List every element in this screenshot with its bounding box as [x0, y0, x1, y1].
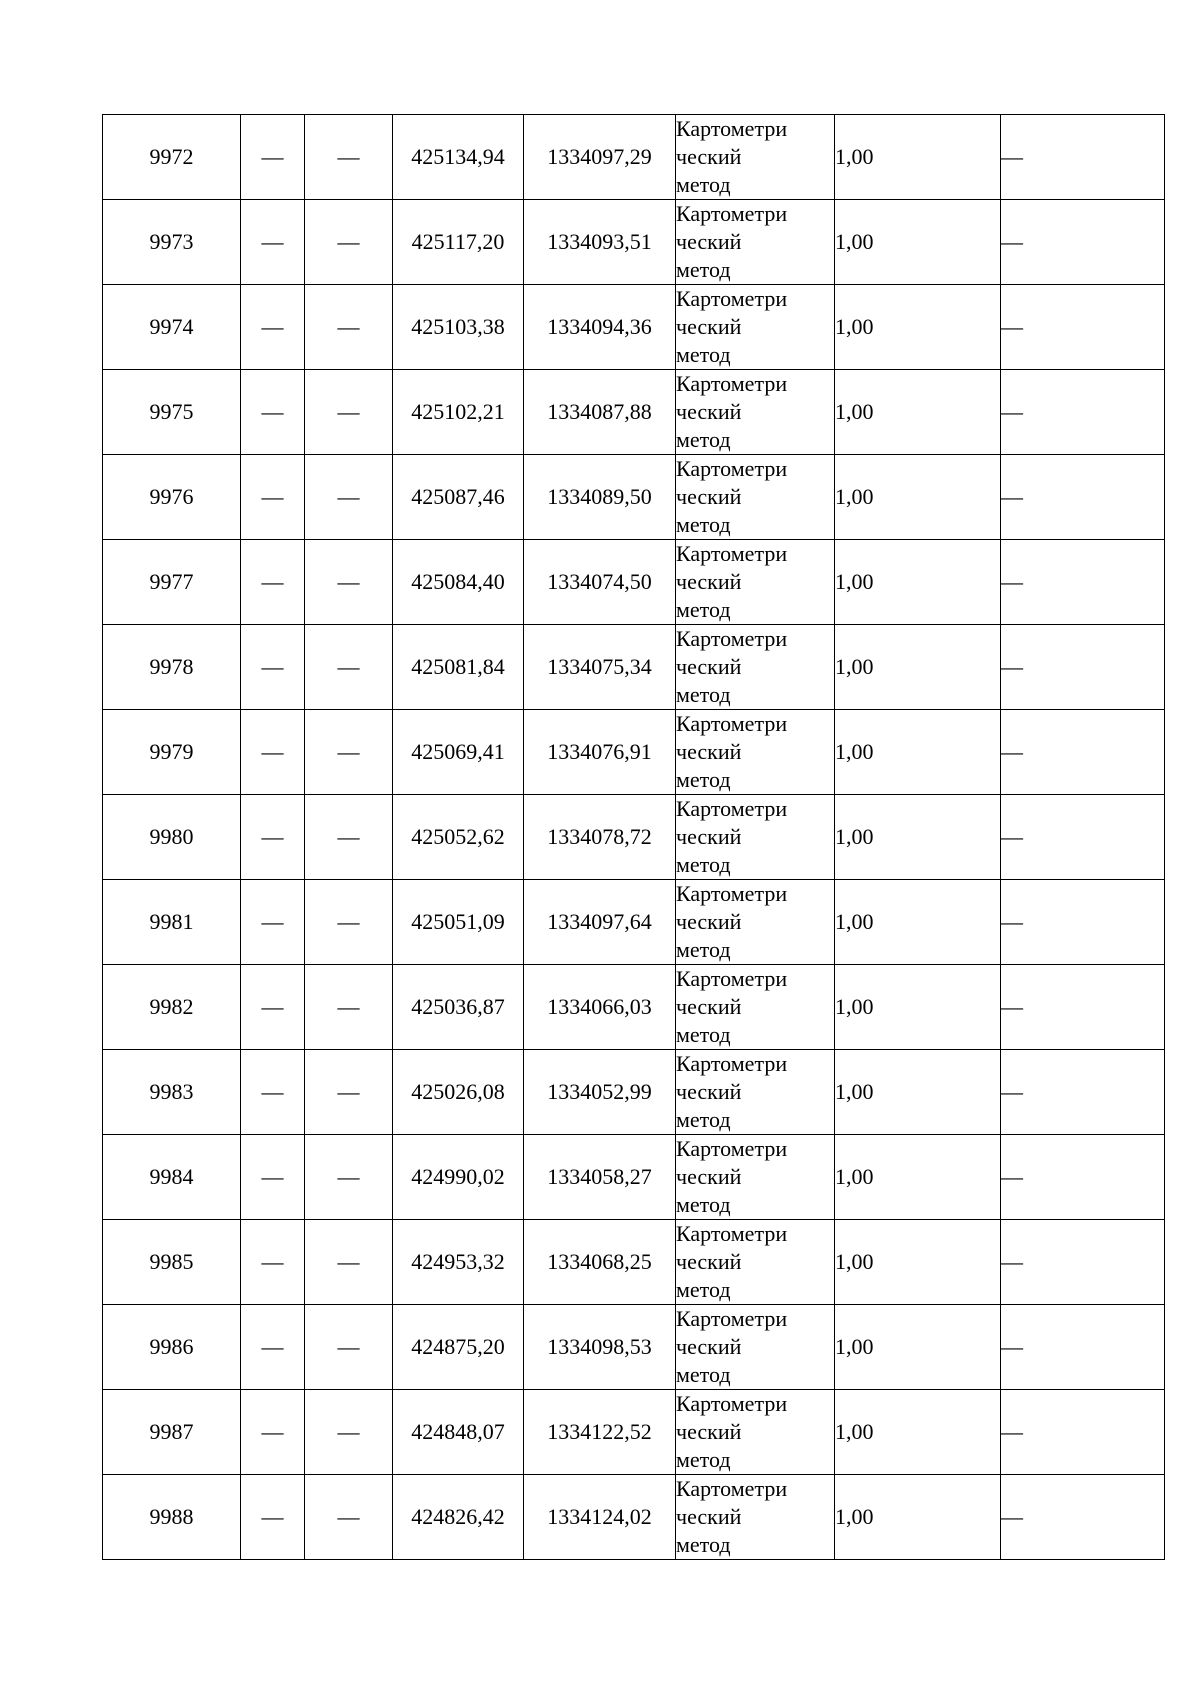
table-row — [103, 200, 1165, 285]
table-row — [103, 285, 1165, 370]
point-number-cell: 9986 — [103, 1305, 241, 1390]
table-row — [103, 710, 1165, 795]
empty-cell: — — [241, 285, 305, 370]
precision-cell: 1,00 — [835, 285, 1001, 370]
precision-cell: 1,00 — [835, 625, 1001, 710]
method-cell — [676, 965, 835, 1050]
method-cell — [676, 1050, 835, 1135]
x-coordinate-cell: 424848,07 — [393, 1390, 524, 1475]
empty-cell: — — [305, 1135, 393, 1220]
point-number-cell: 9980 — [103, 795, 241, 880]
method-cell — [676, 285, 835, 370]
point-number-cell: 9984 — [103, 1135, 241, 1220]
y-coordinate-cell: 1334075,34 — [524, 625, 676, 710]
x-coordinate-cell: 425069,41 — [393, 710, 524, 795]
method-text-line: ческий — [676, 399, 742, 424]
method-text-line: метод — [676, 852, 731, 877]
empty-cell: — — [305, 285, 393, 370]
y-coordinate-cell: 1334087,88 — [524, 370, 676, 455]
empty-cell: — — [241, 455, 305, 540]
x-coordinate-cell: 425103,38 — [393, 285, 524, 370]
point-number-cell: 9975 — [103, 370, 241, 455]
y-coordinate-cell: 1334074,50 — [524, 540, 676, 625]
description-cell: — — [1001, 880, 1165, 965]
method-cell — [676, 880, 835, 965]
empty-cell: — — [305, 710, 393, 795]
point-number-cell: 9988 — [103, 1475, 241, 1560]
y-coordinate-cell: 1334076,91 — [524, 710, 676, 795]
x-coordinate-cell: 425117,20 — [393, 200, 524, 285]
method-text-line: метод — [676, 1107, 731, 1132]
method-text-line: Картометри — [676, 1391, 788, 1416]
y-coordinate-cell: 1334097,64 — [524, 880, 676, 965]
point-number-cell: 9978 — [103, 625, 241, 710]
table-row — [103, 540, 1165, 625]
method-text-line: Картометри — [676, 286, 788, 311]
method-text-line: Картометри — [676, 371, 788, 396]
method-cell — [676, 795, 835, 880]
precision-cell: 1,00 — [835, 1220, 1001, 1305]
empty-cell: — — [241, 1390, 305, 1475]
method-text-line: Картометри — [676, 966, 788, 991]
method-text-line: ческий — [676, 1419, 742, 1444]
description-cell: — — [1001, 285, 1165, 370]
method-text-line: метод — [676, 1022, 731, 1047]
y-coordinate-cell: 1334078,72 — [524, 795, 676, 880]
y-coordinate-cell: 1334068,25 — [524, 1220, 676, 1305]
method-cell — [676, 115, 835, 200]
precision-cell: 1,00 — [835, 880, 1001, 965]
point-number-cell: 9983 — [103, 1050, 241, 1135]
precision-cell: 1,00 — [835, 540, 1001, 625]
empty-cell: — — [241, 1050, 305, 1135]
method-text-line: метод — [676, 172, 731, 197]
method-text-line: ческий — [676, 1504, 742, 1529]
description-cell: — — [1001, 710, 1165, 795]
empty-cell: — — [241, 1305, 305, 1390]
method-text-line: ческий — [676, 1249, 742, 1274]
table-row — [103, 965, 1165, 1050]
method-text-line: метод — [676, 427, 731, 452]
empty-cell: — — [241, 880, 305, 965]
x-coordinate-cell: 425134,94 — [393, 115, 524, 200]
description-cell: — — [1001, 370, 1165, 455]
y-coordinate-cell: 1334058,27 — [524, 1135, 676, 1220]
method-text-line: ческий — [676, 909, 742, 934]
precision-cell: 1,00 — [835, 1475, 1001, 1560]
precision-cell: 1,00 — [835, 1390, 1001, 1475]
method-text-line: ческий — [676, 314, 742, 339]
precision-cell: 1,00 — [835, 1050, 1001, 1135]
precision-cell: 1,00 — [835, 795, 1001, 880]
method-cell — [676, 370, 835, 455]
method-text-line: ческий — [676, 994, 742, 1019]
method-text-line: метод — [676, 257, 731, 282]
y-coordinate-cell: 1334094,36 — [524, 285, 676, 370]
description-cell: — — [1001, 965, 1165, 1050]
point-number-cell: 9977 — [103, 540, 241, 625]
method-text-line: ческий — [676, 1164, 742, 1189]
empty-cell: — — [305, 795, 393, 880]
description-cell: — — [1001, 1050, 1165, 1135]
method-cell — [676, 1220, 835, 1305]
method-cell — [676, 540, 835, 625]
method-text-line: метод — [676, 342, 731, 367]
method-text-line: ческий — [676, 229, 742, 254]
y-coordinate-cell: 1334089,50 — [524, 455, 676, 540]
empty-cell: — — [305, 625, 393, 710]
empty-cell: — — [305, 965, 393, 1050]
method-text-line: метод — [676, 937, 731, 962]
empty-cell: — — [305, 880, 393, 965]
method-text-line: Картометри — [676, 881, 788, 906]
empty-cell: — — [241, 540, 305, 625]
description-cell: — — [1001, 1390, 1165, 1475]
description-cell: — — [1001, 540, 1165, 625]
table-row — [103, 795, 1165, 880]
method-text-line: Картометри — [676, 711, 788, 736]
empty-cell: — — [305, 370, 393, 455]
table-row — [103, 370, 1165, 455]
x-coordinate-cell: 424875,20 — [393, 1305, 524, 1390]
point-number-cell: 9973 — [103, 200, 241, 285]
table-row — [103, 455, 1165, 540]
y-coordinate-cell: 1334097,29 — [524, 115, 676, 200]
method-text-line: Картометри — [676, 1476, 788, 1501]
method-text-line: метод — [676, 767, 731, 792]
empty-cell: — — [241, 710, 305, 795]
empty-cell: — — [241, 795, 305, 880]
description-cell: — — [1001, 1475, 1165, 1560]
method-text-line: Картометри — [676, 456, 788, 481]
empty-cell: — — [241, 115, 305, 200]
empty-cell: — — [305, 115, 393, 200]
description-cell: — — [1001, 1135, 1165, 1220]
method-text-line: ческий — [676, 484, 742, 509]
description-cell: — — [1001, 200, 1165, 285]
precision-cell: 1,00 — [835, 455, 1001, 540]
point-number-cell: 9981 — [103, 880, 241, 965]
x-coordinate-cell: 424990,02 — [393, 1135, 524, 1220]
x-coordinate-cell: 424826,42 — [393, 1475, 524, 1560]
method-text-line: Картометри — [676, 1306, 788, 1331]
description-cell: — — [1001, 625, 1165, 710]
x-coordinate-cell: 425087,46 — [393, 455, 524, 540]
table-row — [103, 880, 1165, 965]
y-coordinate-cell: 1334066,03 — [524, 965, 676, 1050]
method-cell — [676, 625, 835, 710]
method-text-line: Картометри — [676, 626, 788, 651]
table-row — [103, 1475, 1165, 1560]
empty-cell: — — [305, 1050, 393, 1135]
method-text-line: метод — [676, 1277, 731, 1302]
method-text-line: Картометри — [676, 1136, 788, 1161]
method-cell — [676, 455, 835, 540]
x-coordinate-cell: 425081,84 — [393, 625, 524, 710]
empty-cell: — — [305, 1475, 393, 1560]
point-number-cell: 9982 — [103, 965, 241, 1050]
x-coordinate-cell: 425084,40 — [393, 540, 524, 625]
table-row — [103, 1050, 1165, 1135]
empty-cell: — — [241, 370, 305, 455]
y-coordinate-cell: 1334052,99 — [524, 1050, 676, 1135]
empty-cell: — — [241, 1135, 305, 1220]
table-row — [103, 625, 1165, 710]
method-text-line: ческий — [676, 569, 742, 594]
x-coordinate-cell: 424953,32 — [393, 1220, 524, 1305]
method-text-line: метод — [676, 1362, 731, 1387]
y-coordinate-cell: 1334098,53 — [524, 1305, 676, 1390]
x-coordinate-cell: 425102,21 — [393, 370, 524, 455]
method-text-line: Картометри — [676, 116, 788, 141]
point-number-cell: 9979 — [103, 710, 241, 795]
x-coordinate-cell: 425051,09 — [393, 880, 524, 965]
method-text-line: Картометри — [676, 796, 788, 821]
point-number-cell: 9972 — [103, 115, 241, 200]
y-coordinate-cell: 1334093,51 — [524, 200, 676, 285]
point-number-cell: 9985 — [103, 1220, 241, 1305]
empty-cell: — — [305, 1305, 393, 1390]
method-text-line: ческий — [676, 824, 742, 849]
x-coordinate-cell: 425036,87 — [393, 965, 524, 1050]
table-body — [103, 115, 1165, 1560]
description-cell: — — [1001, 115, 1165, 200]
method-cell — [676, 1305, 835, 1390]
description-cell: — — [1001, 795, 1165, 880]
empty-cell: — — [305, 1220, 393, 1305]
y-coordinate-cell: 1334124,02 — [524, 1475, 676, 1560]
coordinates-table — [102, 114, 1165, 1560]
method-text-line: Картометри — [676, 201, 788, 226]
description-cell: — — [1001, 1305, 1165, 1390]
method-text-line: ческий — [676, 1334, 742, 1359]
method-cell — [676, 200, 835, 285]
method-cell — [676, 1390, 835, 1475]
method-text-line: Картометри — [676, 541, 788, 566]
method-text-line: метод — [676, 1192, 731, 1217]
precision-cell: 1,00 — [835, 710, 1001, 795]
table-row — [103, 1135, 1165, 1220]
empty-cell: — — [305, 1390, 393, 1475]
point-number-cell: 9987 — [103, 1390, 241, 1475]
precision-cell: 1,00 — [835, 1135, 1001, 1220]
empty-cell: — — [241, 200, 305, 285]
x-coordinate-cell: 425026,08 — [393, 1050, 524, 1135]
method-text-line: Картометри — [676, 1221, 788, 1246]
precision-cell: 1,00 — [835, 1305, 1001, 1390]
method-text-line: ческий — [676, 144, 742, 169]
empty-cell: — — [241, 1220, 305, 1305]
empty-cell: — — [241, 1475, 305, 1560]
method-text-line: метод — [676, 512, 731, 537]
point-number-cell: 9974 — [103, 285, 241, 370]
method-text-line: метод — [676, 597, 731, 622]
method-cell — [676, 710, 835, 795]
method-cell — [676, 1135, 835, 1220]
method-text-line: метод — [676, 1532, 731, 1557]
method-text-line: ческий — [676, 739, 742, 764]
precision-cell: 1,00 — [835, 115, 1001, 200]
precision-cell: 1,00 — [835, 965, 1001, 1050]
precision-cell: 1,00 — [835, 370, 1001, 455]
description-cell: — — [1001, 455, 1165, 540]
method-text-line: метод — [676, 682, 731, 707]
empty-cell: — — [305, 455, 393, 540]
y-coordinate-cell: 1334122,52 — [524, 1390, 676, 1475]
method-text-line: Картометри — [676, 1051, 788, 1076]
empty-cell: — — [305, 200, 393, 285]
empty-cell: — — [305, 540, 393, 625]
point-number-cell: 9976 — [103, 455, 241, 540]
table-row — [103, 1390, 1165, 1475]
x-coordinate-cell: 425052,62 — [393, 795, 524, 880]
table-row — [103, 1305, 1165, 1390]
method-cell — [676, 1475, 835, 1560]
table-row — [103, 115, 1165, 200]
precision-cell: 1,00 — [835, 200, 1001, 285]
description-cell: — — [1001, 1220, 1165, 1305]
empty-cell: — — [241, 965, 305, 1050]
method-text-line: метод — [676, 1447, 731, 1472]
method-text-line: ческий — [676, 654, 742, 679]
table-row — [103, 1220, 1165, 1305]
empty-cell: — — [241, 625, 305, 710]
method-text-line: ческий — [676, 1079, 742, 1104]
